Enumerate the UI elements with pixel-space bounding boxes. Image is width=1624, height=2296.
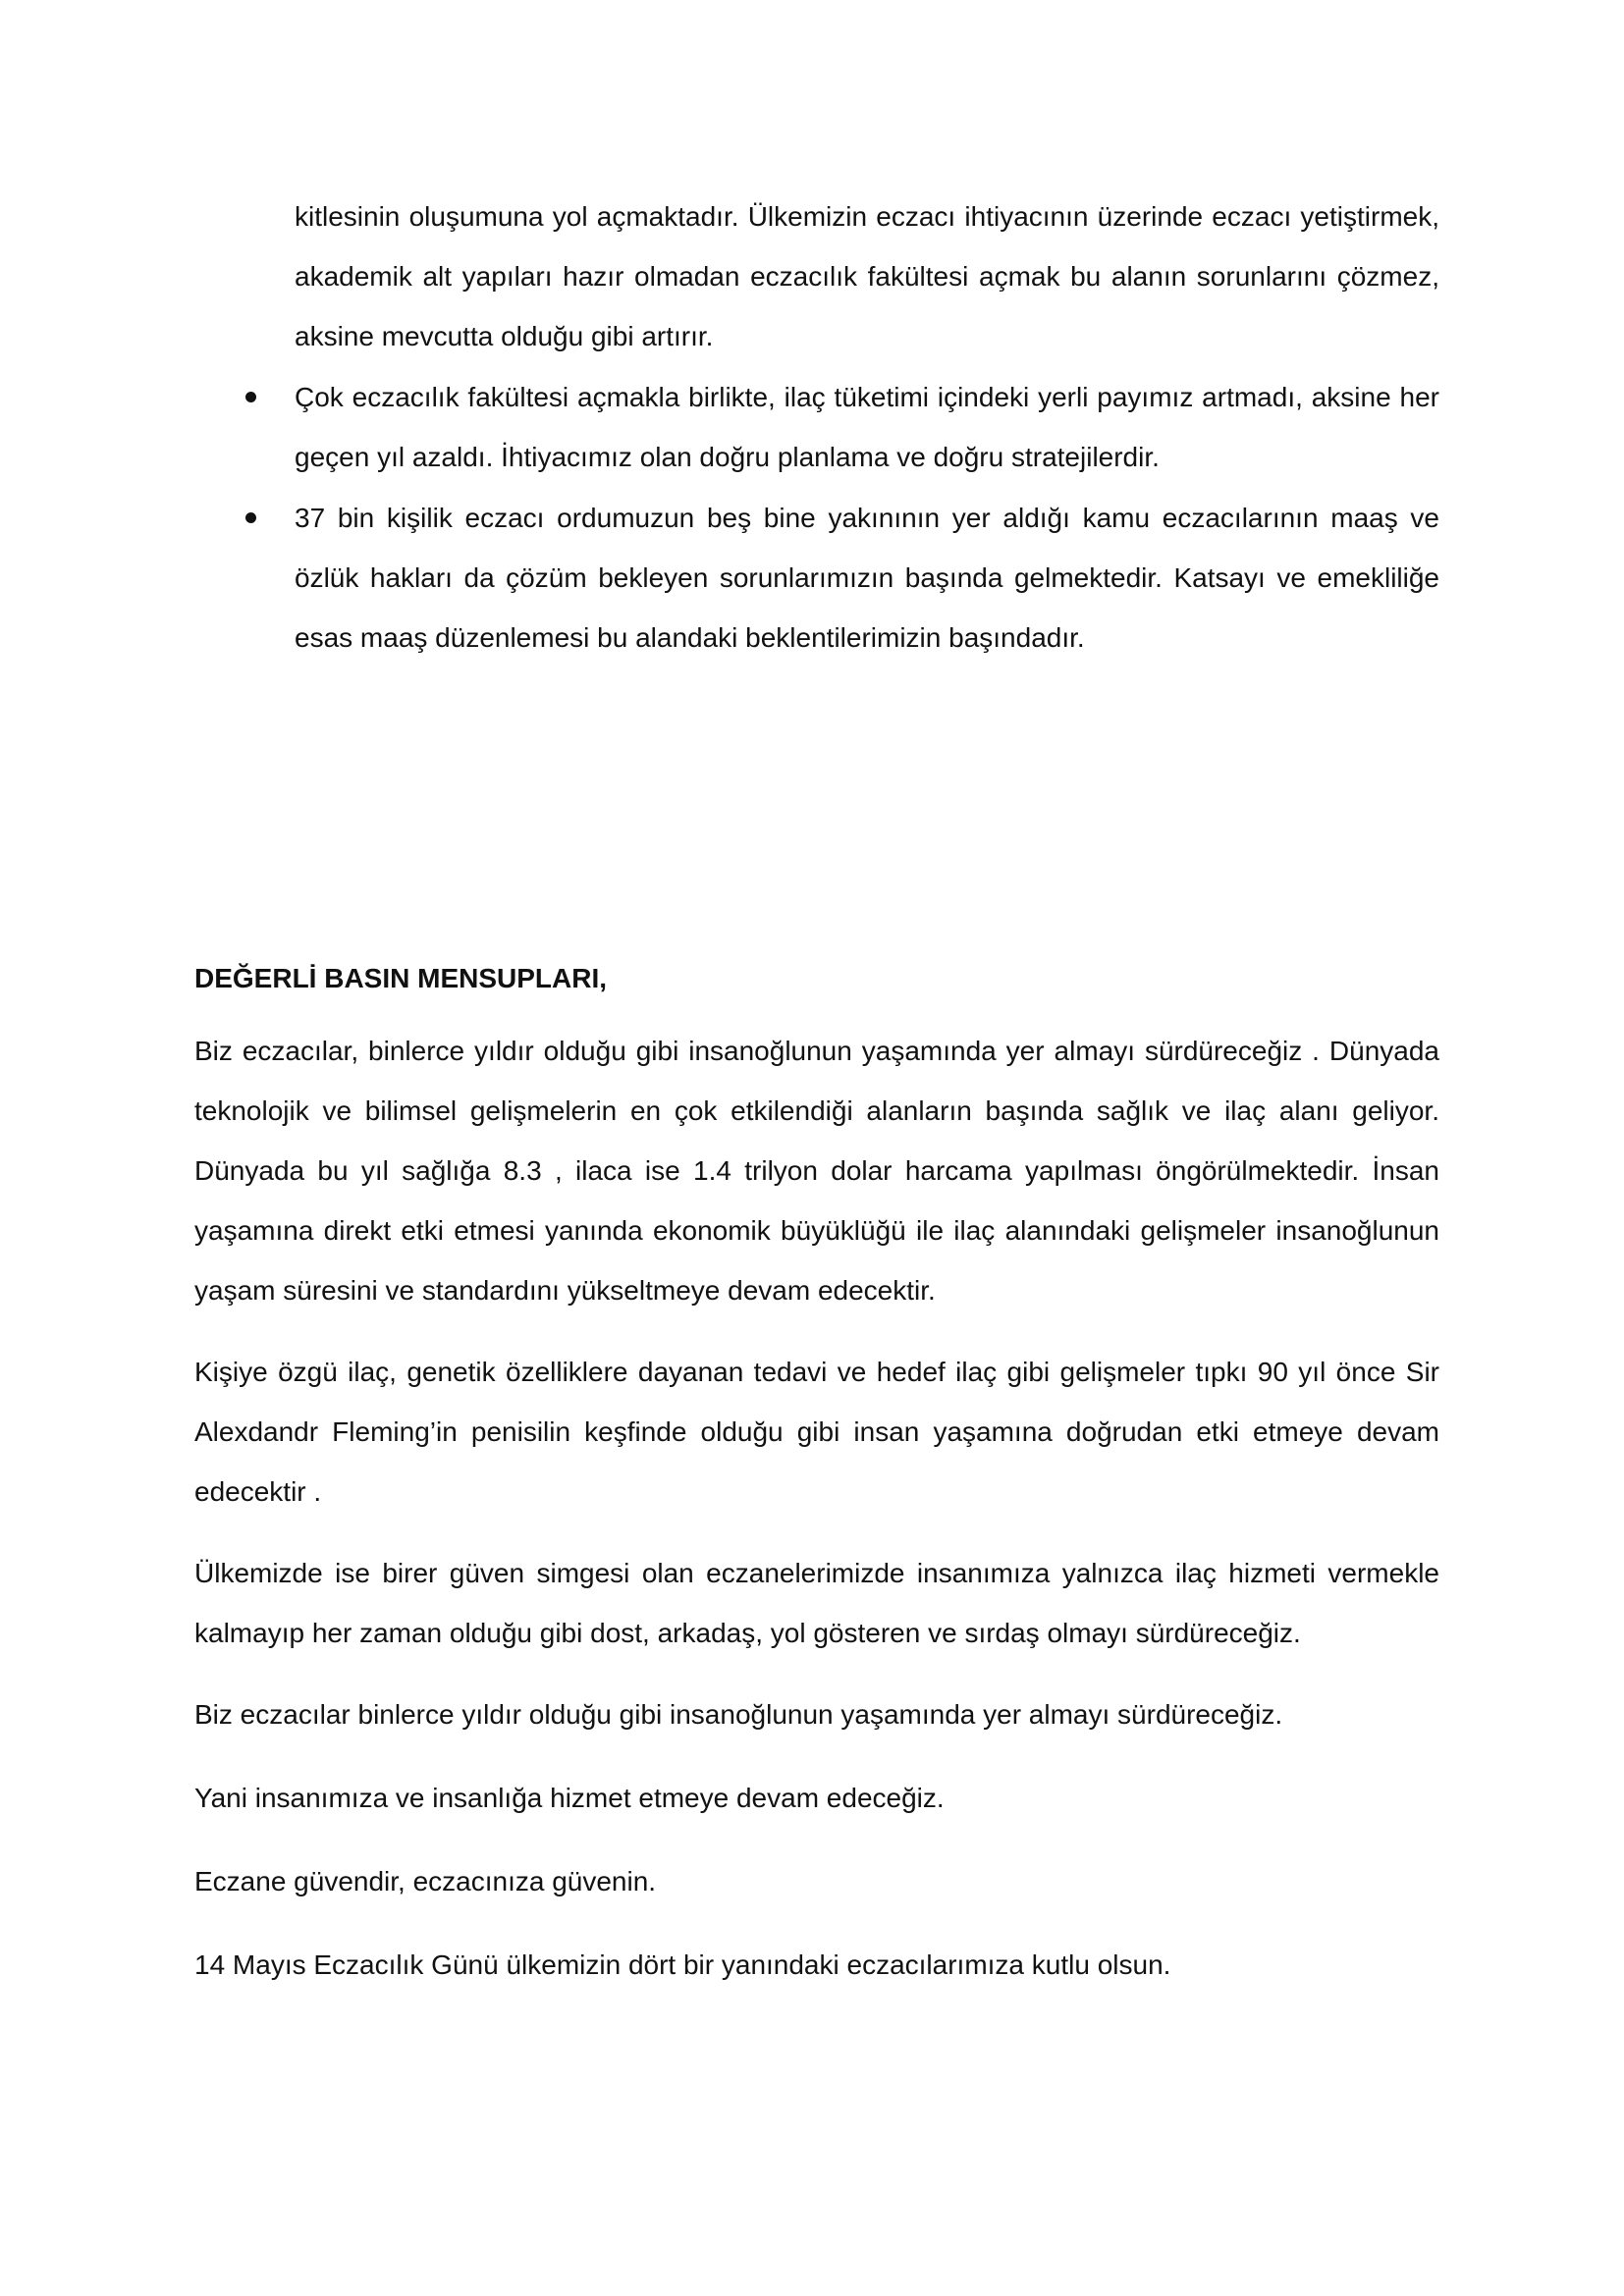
bullet-text: kitlesinin oluşumuna yol açmaktadır. Ülkemizin eczacı ihtiyacının üzerinde eczacı yetiştirmek, akademik alt yapıları hazır olmadan eczacılık fakültesi açmak bu alanın sorunlarını çözmez, aksine mevcutta olduğu gibi artırır. bbox=[295, 201, 1439, 351]
paragraph: Yani insanımıza ve insanlığa hizmet etmeye devam edeceğiz. bbox=[194, 1783, 945, 1813]
bullet-text: 37 bin kişilik eczacı ordumuzun beş bine yakınının yer aldığı kamu eczacılarının maaş ve özlük hakları da çözüm bekleyen sorunlarımızın başında gelmektedir. Katsayı ve emekliliğe esas maaş düzenlemesi bu alandaki beklentilerimizin başındadır. bbox=[295, 503, 1439, 653]
bullet-item bbox=[245, 488, 1439, 667]
paragraph: Ülkemizde ise birer güven simgesi olan eczanelerimizde insanımıza yalnızca ilaç hizmeti vermekle kalmayıp her zaman olduğu gibi dost, arkadaş, yol gösteren ve sırdaş olmayı sürdüreceğiz. bbox=[194, 1558, 1439, 1648]
bullet-item-continuation bbox=[245, 187, 1439, 366]
paragraph: Biz eczacılar binlerce yıldır olduğu gibi insanoğlunun yaşamında yer almayı sürdüreceğiz. bbox=[194, 1699, 1283, 1730]
bullet-item bbox=[245, 367, 1439, 487]
paragraph: Biz eczacılar, binlerce yıldır olduğu gibi insanoğlunun yaşamında yer almayı sürdüreceğiz . Dünyada teknolojik ve bilimsel gelişmelerin en çok etkilendiği alanların başında sağlık ve ilaç alanı geliyor. Dünyada bu yıl sağlığa 8.3 , ilaca ise 1.4 trilyon dolar harcama yapılması öngörülmektedir. İnsan yaşamına direkt etki etmesi yanında ekonomik büyüklüğü ile ilaç alanındaki gelişmeler insanoğlunun yaşam süresini ve standardını yükseltmeye devam edecektir. bbox=[194, 1036, 1439, 1306]
paragraph: Eczane güvendir, eczacınıza güvenin. bbox=[194, 1866, 657, 1896]
bullet-dot-icon bbox=[245, 512, 256, 523]
bullet-text: Çok eczacılık fakültesi açmakla birlikte, ilaç tüketimi içindeki yerli payımız artmadı, aksine her geçen yıl azaldı. İhtiyacımız olan doğru planlama ve doğru stratejilerdir. bbox=[295, 382, 1439, 472]
bullet-list bbox=[245, 187, 1439, 668]
section-heading: DEĞERLİ BASIN MENSUPLARI, bbox=[194, 963, 608, 993]
paragraph: Kişiye özgü ilaç, genetik özelliklere dayanan tedavi ve hedef ilaç gibi gelişmeler tıpkı 90 yıl önce Sir Alexdandr Fleming’in penisilin keşfinde olduğu gibi insan yaşamına doğrudan etki etmeye devam edecektir . bbox=[194, 1357, 1439, 1507]
bullet-dot-icon bbox=[245, 392, 256, 402]
paragraph: 14 Mayıs Eczacılık Günü ülkemizin dört bir yanındaki eczacılarımıza kutlu olsun. bbox=[194, 1949, 1171, 1980]
body-text bbox=[194, 1021, 1439, 2016]
